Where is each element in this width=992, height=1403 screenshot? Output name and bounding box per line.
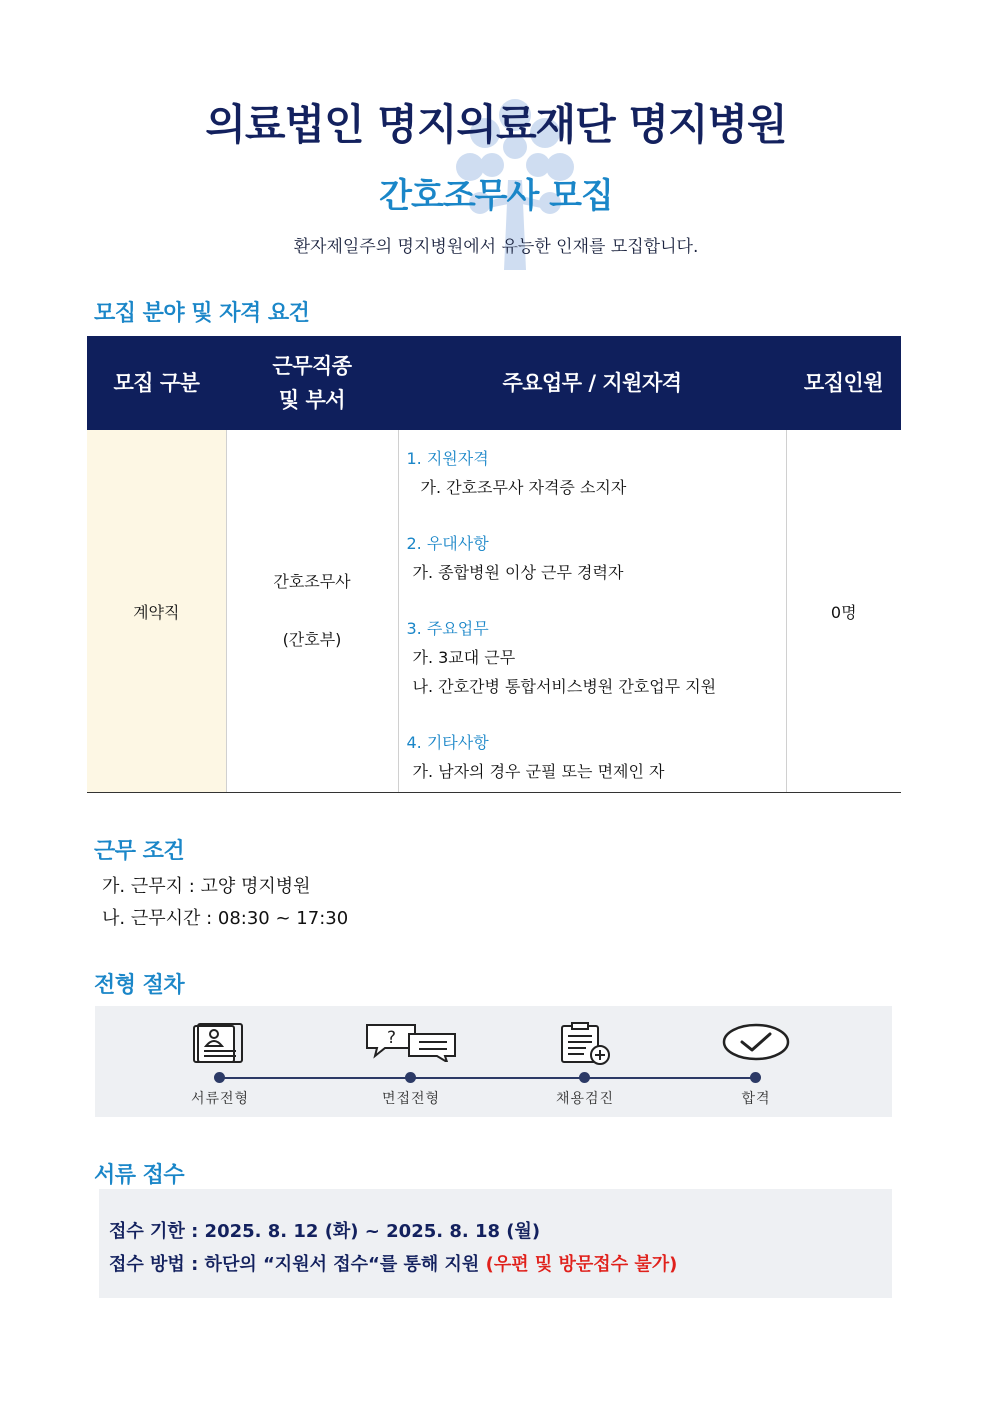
duty-group-preference bbox=[407, 529, 786, 587]
process-step-label: 채용검진 bbox=[555, 1091, 615, 1107]
condition-location: 가. 근무지 : 고양 명지병원 bbox=[102, 876, 311, 897]
job-title: 간호조무사 bbox=[273, 572, 351, 591]
duty-group-other bbox=[407, 728, 786, 786]
header-category: 모집 구분 bbox=[87, 336, 226, 430]
table-row bbox=[87, 430, 901, 793]
condition-hours: 나. 근무시간 : 08:30 ~ 17:30 bbox=[102, 908, 349, 929]
process-step-documents bbox=[155, 1006, 285, 1117]
page-subtitle: 간호조무사 모집 bbox=[379, 176, 613, 216]
header-duties: 주요업무 / 지원자격 bbox=[398, 336, 786, 430]
section-title-requirements: 모집 분야 및 자격 요건 bbox=[94, 301, 310, 326]
submission-method: 접수 방법 : 하단의 “지원서 접수“를 통해 지원 bbox=[109, 1254, 480, 1275]
cell-duties bbox=[398, 430, 786, 793]
duty-group-main-duties bbox=[407, 614, 786, 701]
process-step-pass bbox=[691, 1006, 821, 1117]
process-step-medical bbox=[520, 1006, 650, 1117]
cell-job bbox=[226, 430, 398, 793]
cell-count: 0명 bbox=[786, 430, 901, 793]
page-title: 의료법인 명지의료재단 명지병원 bbox=[205, 100, 787, 149]
header-job-line1: 근무직종 bbox=[272, 354, 352, 378]
header-job bbox=[226, 336, 398, 430]
process-step-interview bbox=[346, 1006, 476, 1117]
submission-box bbox=[99, 1189, 892, 1298]
table-header-row bbox=[87, 336, 901, 430]
duty-group-heading: 3. 주요업무 bbox=[406, 619, 489, 638]
duty-group-heading: 1. 지원자격 bbox=[406, 449, 489, 468]
check-circle-icon bbox=[722, 1022, 790, 1062]
duty-item: 가. 종합병원 이상 근무 경력자 bbox=[412, 563, 624, 582]
duty-item: 가. 3교대 근무 bbox=[412, 648, 516, 667]
process-step-dot bbox=[579, 1072, 590, 1083]
section-title-submission: 서류 접수 bbox=[94, 1163, 185, 1188]
cell-category: 계약직 bbox=[87, 430, 226, 793]
section-title-conditions: 근무 조건 bbox=[94, 839, 185, 864]
section-title-process: 전형 절차 bbox=[94, 973, 185, 998]
header-job-line2: 및 부서 bbox=[278, 388, 346, 412]
process-step-label: 합격 bbox=[741, 1091, 771, 1107]
duty-item: 가. 남자의 경우 군필 또는 면제인 자 bbox=[412, 762, 665, 781]
intro-text: 환자제일주의 명지병원에서 유능한 인재를 모집합니다. bbox=[293, 237, 699, 257]
process-step-dot bbox=[750, 1072, 761, 1083]
process-connector-line bbox=[216, 1077, 756, 1079]
submission-deadline: 접수 기한 : 2025. 8. 12 (화) ~ 2025. 8. 18 (월) bbox=[109, 1221, 541, 1242]
document-profile-icon bbox=[190, 1022, 250, 1066]
recruitment-table bbox=[87, 336, 901, 793]
duty-group-heading: 2. 우대사항 bbox=[406, 534, 489, 553]
process-step-label: 면접전형 bbox=[381, 1091, 441, 1107]
process-flow bbox=[95, 1006, 892, 1117]
svg-text:?: ? bbox=[387, 1028, 397, 1048]
job-dept: (간호부) bbox=[282, 630, 342, 649]
clipboard-medical-icon bbox=[554, 1022, 616, 1066]
chat-bubble-question-icon bbox=[363, 1022, 459, 1062]
header-count: 모집인원 bbox=[786, 336, 901, 430]
process-step-dot bbox=[405, 1072, 416, 1083]
process-step-dot bbox=[214, 1072, 225, 1083]
duty-group-heading: 4. 기타사항 bbox=[406, 733, 489, 752]
submission-method-note: (우편 및 방문접수 불가) bbox=[485, 1254, 678, 1275]
process-step-label: 서류전형 bbox=[190, 1091, 250, 1107]
duty-group-qualification bbox=[407, 444, 786, 502]
submission-method-line bbox=[109, 1250, 677, 1276]
duty-item: 나. 간호간병 통합서비스병원 간호업무 지원 bbox=[412, 677, 717, 696]
duty-item: 가. 간호조무사 자격증 소지자 bbox=[420, 478, 627, 497]
